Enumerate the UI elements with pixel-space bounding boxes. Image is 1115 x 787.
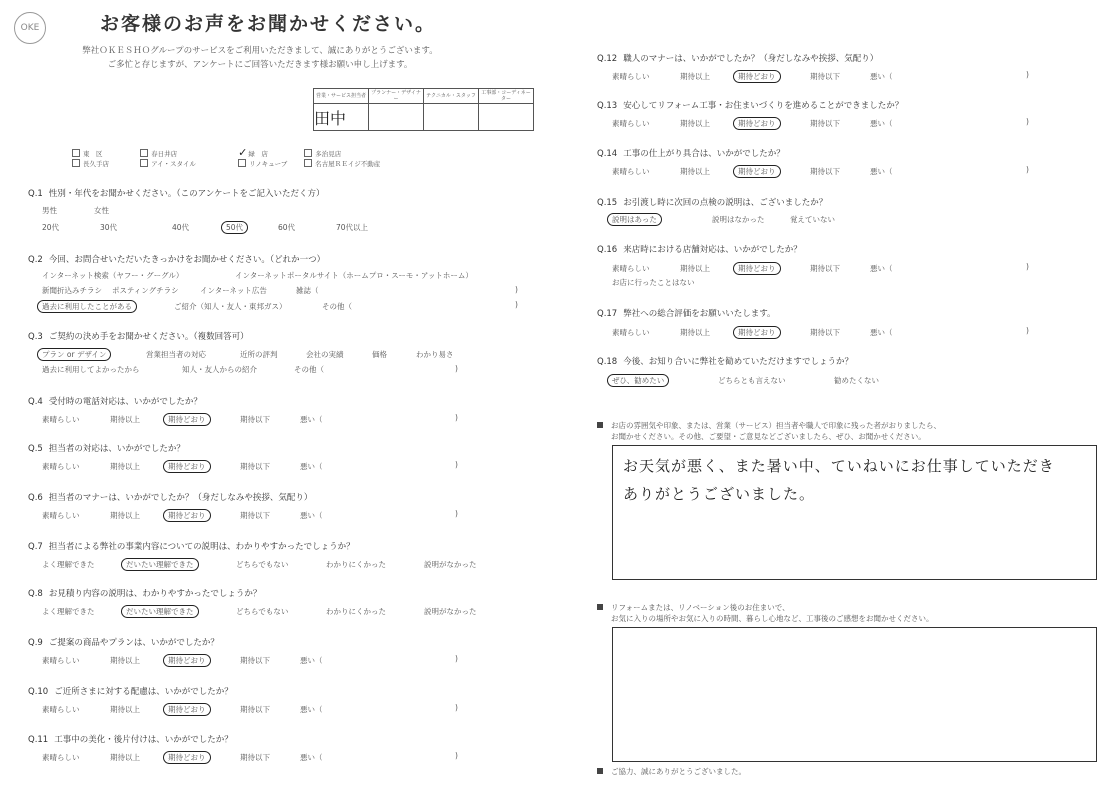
q-text: 今後、お知り合いに弊社を勧めていただけますでしょうか？ bbox=[623, 357, 853, 367]
option[interactable]: 説明はなかった bbox=[712, 215, 765, 224]
paren-close: ) bbox=[455, 460, 458, 469]
q-number: Q.11 bbox=[28, 735, 49, 745]
note-line: お聞かせください。その他、ご要望・ご意見などございましたら、ぜひ、お聞かせください。 bbox=[611, 432, 926, 441]
q-text: 職人のマナーは、いかがでしたか？（身だしなみや挨拶、気配り） bbox=[623, 54, 879, 64]
q-text: 来店時における店舗対応は、いかがでしたか？ bbox=[623, 245, 802, 255]
option[interactable]: 男性 bbox=[42, 206, 57, 215]
question-q7 bbox=[28, 540, 355, 552]
comment-note-2 bbox=[597, 602, 934, 624]
q-number: Q.13 bbox=[597, 101, 618, 111]
checkbox[interactable] bbox=[140, 159, 148, 167]
question-q5 bbox=[28, 442, 185, 454]
option[interactable]: 素晴らしい bbox=[612, 72, 650, 81]
checkbox[interactable] bbox=[304, 149, 312, 157]
thanks-text: ご協力、誠にありがとうございました。 bbox=[611, 767, 746, 776]
q-text: 担当者の対応は、いかがでしたか？ bbox=[48, 444, 185, 454]
note-line: お気に入りの場所やお気に入りの時間、暮らし心地など、工事後のご感想をお聞かせください。 bbox=[611, 614, 934, 623]
q15-options bbox=[612, 213, 835, 226]
option[interactable]: 期待以上 bbox=[110, 753, 140, 762]
option-selected[interactable]: 期待どおり bbox=[163, 703, 211, 716]
option[interactable]: よく理解できた bbox=[42, 607, 95, 616]
q16-options bbox=[612, 262, 893, 275]
option[interactable]: 素晴らしい bbox=[612, 328, 650, 337]
store-row-1 bbox=[72, 146, 341, 159]
paren-close: ) bbox=[1026, 326, 1029, 335]
q-number: Q.3 bbox=[28, 332, 43, 342]
q-number: Q.7 bbox=[28, 542, 43, 552]
question-q14 bbox=[597, 147, 785, 159]
option[interactable]: インターネット広告 bbox=[200, 286, 267, 295]
q-number: Q.5 bbox=[28, 444, 43, 454]
comment-box-1[interactable] bbox=[612, 445, 1097, 580]
store-label-checked: 緑 店 bbox=[248, 150, 268, 158]
checkbox[interactable] bbox=[304, 159, 312, 167]
q13-options bbox=[612, 117, 893, 130]
option[interactable]: 期待以下 bbox=[240, 753, 270, 762]
paren-close: ) bbox=[455, 364, 458, 373]
q9-options bbox=[42, 654, 323, 667]
question-q16 bbox=[597, 243, 802, 255]
option-selected[interactable]: 期待どおり bbox=[163, 460, 211, 473]
option[interactable]: その他（ bbox=[322, 302, 352, 311]
q6-options bbox=[42, 509, 323, 522]
option[interactable]: よく理解できた bbox=[42, 560, 95, 569]
q-text: 弊社への総合評価をお願いいたします。 bbox=[623, 309, 776, 319]
q2-options-row3 bbox=[42, 300, 352, 313]
option-selected[interactable]: 期待どおり bbox=[733, 117, 781, 130]
option[interactable]: 素晴らしい bbox=[42, 462, 80, 471]
q-number: Q.6 bbox=[28, 493, 43, 503]
staff-header-coordinator: 工事部・コーディネーター bbox=[479, 89, 534, 104]
store-label: 長久手店 bbox=[83, 160, 109, 168]
option[interactable]: 期待以下 bbox=[810, 119, 840, 128]
option[interactable]: 悪い（ bbox=[300, 511, 323, 520]
checkbox[interactable] bbox=[72, 159, 80, 167]
option-selected[interactable]: 期待どおり bbox=[733, 70, 781, 83]
q-text: 安心してリフォーム工事・お住まいづくりを進めることができましたか？ bbox=[623, 101, 904, 111]
question-q1 bbox=[28, 187, 325, 199]
question-q8 bbox=[28, 587, 261, 599]
q-number: Q.4 bbox=[28, 397, 43, 407]
option[interactable]: 悪い（ bbox=[870, 167, 893, 176]
q5-options bbox=[42, 460, 323, 473]
question-q12 bbox=[597, 52, 878, 64]
option[interactable]: どちらでもない bbox=[236, 607, 289, 616]
question-q17 bbox=[597, 307, 776, 319]
option[interactable]: 期待以上 bbox=[110, 705, 140, 714]
option[interactable]: ご紹介（知人・友人・東邦ガス） bbox=[174, 302, 287, 311]
paren-close: ) bbox=[1026, 117, 1029, 126]
staff-sales-filled[interactable]: 田中 bbox=[314, 104, 369, 131]
paren-close: ) bbox=[455, 703, 458, 712]
paren-close: ) bbox=[455, 751, 458, 760]
question-q3 bbox=[28, 330, 249, 342]
option-selected[interactable]: だいたい理解できた bbox=[121, 605, 199, 618]
paren-close: ) bbox=[455, 654, 458, 663]
q-text: 性別・年代をお聞かせください。（このアンケートをご記入いただく方） bbox=[48, 189, 325, 199]
checkbox[interactable] bbox=[238, 159, 246, 167]
q-text: 今回、お問合せいただいたきっかけをお聞かせください。（どれか一つ） bbox=[48, 255, 326, 265]
q4-options bbox=[42, 413, 323, 426]
option[interactable]: 素晴らしい bbox=[42, 511, 80, 520]
option[interactable]: 期待以上 bbox=[680, 264, 710, 273]
bullet-square-icon bbox=[597, 422, 603, 428]
option[interactable]: 期待以下 bbox=[240, 656, 270, 665]
option[interactable]: 期待以上 bbox=[680, 72, 710, 81]
paren-close: ) bbox=[515, 285, 518, 294]
option[interactable]: 新聞折込みチラシ bbox=[42, 286, 102, 295]
option[interactable]: 期待以上 bbox=[680, 328, 710, 337]
paren-close: ) bbox=[1026, 70, 1029, 79]
question-q4 bbox=[28, 395, 202, 407]
option[interactable]: 悪い（ bbox=[870, 264, 893, 273]
option[interactable]: 期待以上 bbox=[110, 656, 140, 665]
q1-options-gender bbox=[42, 205, 109, 216]
q8-options bbox=[42, 605, 477, 618]
hand-line: ありがとうございました。 bbox=[623, 485, 816, 503]
option[interactable]: 悪い（ bbox=[870, 72, 893, 81]
q14-options bbox=[612, 165, 893, 178]
option[interactable]: 期待以上 bbox=[110, 511, 140, 520]
question-q6 bbox=[28, 491, 312, 503]
paren-close: ) bbox=[515, 300, 518, 309]
option[interactable]: 素晴らしい bbox=[42, 415, 80, 424]
note-line: リフォームまたは、リノベーション後のお住まいで、 bbox=[611, 603, 790, 612]
option[interactable]: 会社の実績 bbox=[306, 350, 344, 359]
q16-options-row2 bbox=[612, 277, 695, 288]
q-text: 工事中の美化・後片付けは、いかがでしたか？ bbox=[54, 735, 233, 745]
paren-close: ) bbox=[1026, 165, 1029, 174]
option[interactable]: 素晴らしい bbox=[42, 656, 80, 665]
logo-text: OKE bbox=[20, 23, 40, 33]
store-row-2 bbox=[72, 159, 380, 168]
option[interactable]: 近所の評判 bbox=[240, 350, 278, 359]
q7-options bbox=[42, 558, 477, 571]
option[interactable]: 期待以下 bbox=[240, 705, 270, 714]
handwritten-comment bbox=[613, 446, 1096, 508]
staff-coordinator-empty[interactable] bbox=[479, 104, 534, 131]
option-selected[interactable]: 過去に利用したことがある bbox=[37, 300, 137, 313]
option[interactable]: 雑誌（ bbox=[296, 286, 319, 295]
option[interactable]: 過去に利用してよかったから bbox=[42, 365, 140, 374]
option[interactable]: 勧めたくない bbox=[834, 376, 879, 385]
option[interactable]: 30代 bbox=[100, 223, 118, 232]
option[interactable]: わかりにくかった bbox=[326, 607, 386, 616]
question-q15 bbox=[597, 196, 827, 208]
bullet-square-icon bbox=[597, 768, 603, 774]
question-q9 bbox=[28, 636, 219, 648]
store-label: 東 区 bbox=[83, 150, 103, 158]
option[interactable]: 説明がなかった bbox=[424, 607, 477, 616]
store-label: 名古屋ＲＥイジ不動産 bbox=[315, 160, 381, 168]
staff-header-planner: プランナー・デザイナー bbox=[369, 89, 424, 104]
q12-options bbox=[612, 70, 893, 83]
q1-options-age bbox=[42, 221, 368, 234]
option[interactable]: 悪い（ bbox=[300, 705, 323, 714]
q-text: 担当者による弊社の事業内容についての説明は、わかりやすかったでしょうか？ bbox=[48, 542, 355, 552]
option[interactable]: 70代以上 bbox=[336, 223, 369, 232]
q-text: 担当者のマナーは、いかがでしたか？（身だしなみや挨拶、気配り） bbox=[48, 493, 313, 503]
option[interactable]: 期待以下 bbox=[810, 167, 840, 176]
option[interactable]: 価格 bbox=[372, 350, 387, 359]
option[interactable]: 期待以上 bbox=[680, 167, 710, 176]
option[interactable]: 期待以下 bbox=[810, 264, 840, 273]
option[interactable]: 悪い（ bbox=[870, 328, 893, 337]
option[interactable]: インターネットポータルサイト（ホームプロ・スーモ・アットホーム） bbox=[235, 271, 473, 280]
option-selected[interactable]: ぜひ、勧めたい bbox=[607, 374, 669, 387]
q-number: Q.12 bbox=[597, 54, 618, 64]
store-label: アイ・スタイル bbox=[151, 160, 196, 168]
paren-close: ) bbox=[455, 509, 458, 518]
intro-text bbox=[40, 44, 480, 72]
checkmark-icon: ✓ bbox=[238, 146, 248, 159]
option[interactable]: 期待以下 bbox=[240, 462, 270, 471]
hand-line: お天気が悪く、また暑い中、ていねいにお仕事していただき bbox=[623, 457, 1055, 475]
option[interactable]: 素晴らしい bbox=[42, 753, 80, 762]
q3-options-row1 bbox=[42, 348, 454, 361]
q3-options-row2 bbox=[42, 364, 324, 375]
q2-options-row1 bbox=[42, 270, 473, 281]
q2-options-row2 bbox=[42, 285, 319, 296]
intro-line-1: 弊社ＯＫＥＳＨＯグループのサービスをご利用いただきまして、誠にありがとうございます。 bbox=[82, 46, 438, 56]
option[interactable]: 期待以下 bbox=[810, 72, 840, 81]
option[interactable]: 素晴らしい bbox=[612, 167, 650, 176]
option[interactable]: どちらとも言えない bbox=[718, 376, 786, 385]
q-number: Q.1 bbox=[28, 189, 43, 199]
q-number: Q.8 bbox=[28, 589, 43, 599]
option[interactable]: 60代 bbox=[278, 223, 296, 232]
page-title: お客様のお声をお聞かせください。 bbox=[100, 13, 437, 35]
q-text: 受付時の電話対応は、いかがでしたか？ bbox=[48, 397, 202, 407]
option[interactable]: 悪い（ bbox=[300, 415, 323, 424]
question-q10 bbox=[28, 685, 233, 697]
option[interactable]: ポスティングチラシ bbox=[112, 286, 179, 295]
option[interactable]: わかり易さ bbox=[416, 350, 454, 359]
option[interactable]: 素晴らしい bbox=[612, 119, 650, 128]
store-label: 多治見店 bbox=[315, 150, 342, 158]
checkbox[interactable] bbox=[140, 149, 148, 157]
q-text: 工事の仕上がり具合は、いかがでしたか？ bbox=[623, 149, 785, 159]
option[interactable]: 期待以下 bbox=[240, 415, 270, 424]
option[interactable]: 悪い（ bbox=[300, 656, 323, 665]
question-q11 bbox=[28, 733, 233, 745]
option[interactable]: 営業担当者の対応 bbox=[146, 350, 206, 359]
question-q2 bbox=[28, 253, 325, 265]
question-q18 bbox=[597, 355, 853, 367]
q-text: ご近所さまに対する配慮は、いかがでしたか？ bbox=[54, 687, 233, 697]
option-selected[interactable]: 説明はあった bbox=[607, 213, 662, 226]
option[interactable]: 知人・友人からの紹介 bbox=[182, 365, 257, 374]
option[interactable]: 悪い（ bbox=[300, 462, 323, 471]
paren-close: ) bbox=[455, 413, 458, 422]
option-selected[interactable]: 期待どおり bbox=[733, 326, 781, 339]
thanks-note bbox=[597, 766, 746, 777]
option-selected[interactable]: プラン or デザイン bbox=[37, 348, 111, 361]
option[interactable]: 期待以下 bbox=[810, 328, 840, 337]
q10-options bbox=[42, 703, 323, 716]
store-label: 春日井店 bbox=[151, 150, 178, 158]
option[interactable]: 素晴らしい bbox=[42, 705, 80, 714]
option[interactable]: 覚えていない bbox=[790, 215, 835, 224]
q-number: Q.14 bbox=[597, 149, 618, 159]
q-text: お引渡し時に次回の点検の説明は、ございましたか？ bbox=[623, 198, 828, 208]
intro-line-2: ご多忙と存じますが、アンケートにご回答いただきます様お願い申し上げます。 bbox=[107, 60, 413, 70]
question-q13 bbox=[597, 99, 903, 111]
q-number: Q.2 bbox=[28, 255, 43, 265]
staff-header-sales: 営業・サービス担当者 bbox=[314, 89, 369, 104]
checkbox[interactable] bbox=[72, 149, 80, 157]
option-selected[interactable]: 50代 bbox=[221, 221, 248, 234]
option-selected[interactable]: だいたい理解できた bbox=[121, 558, 199, 571]
q-number: Q.17 bbox=[597, 309, 618, 319]
q-number: Q.15 bbox=[597, 198, 618, 208]
option[interactable]: インターネット検索（ヤフー・グーグル） bbox=[42, 271, 184, 280]
q18-options bbox=[612, 374, 879, 387]
q17-options bbox=[612, 326, 893, 339]
option-selected[interactable]: 期待どおり bbox=[733, 165, 781, 178]
staff-technical-empty[interactable] bbox=[424, 104, 479, 131]
option[interactable]: お店に行ったことはない bbox=[612, 278, 695, 287]
option[interactable]: 悪い（ bbox=[870, 119, 893, 128]
option-selected[interactable]: 期待どおり bbox=[163, 751, 211, 764]
option[interactable]: その他（ bbox=[294, 365, 324, 374]
option[interactable]: 期待以上 bbox=[110, 462, 140, 471]
option[interactable]: わかりにくかった bbox=[326, 560, 386, 569]
staff-header-technical: テクニカル・スタッフ bbox=[424, 89, 479, 104]
store-label: リノキューブ bbox=[249, 160, 288, 168]
option[interactable]: 説明がなかった bbox=[424, 560, 477, 569]
option[interactable]: 悪い（ bbox=[300, 753, 323, 762]
company-logo bbox=[14, 12, 46, 44]
q-number: Q.9 bbox=[28, 638, 43, 648]
note-line: お店の雰囲気や印象、または、営業（サービス）担当者や職人で印象に残った者がおりましたら、 bbox=[611, 421, 941, 430]
option-selected[interactable]: 期待どおり bbox=[733, 262, 781, 275]
comment-note-1 bbox=[597, 420, 941, 442]
q-text: ご提案の商品やプランは、いかがでしたか？ bbox=[48, 638, 219, 648]
option[interactable]: 期待以上 bbox=[110, 415, 140, 424]
bullet-square-icon bbox=[597, 604, 603, 610]
option[interactable]: 女性 bbox=[94, 206, 109, 215]
paren-close: ) bbox=[1026, 262, 1029, 271]
option-selected[interactable]: 期待どおり bbox=[163, 413, 211, 426]
option-selected[interactable]: 期待どおり bbox=[163, 509, 211, 522]
staff-table bbox=[313, 88, 534, 131]
q-text: ご契約の決め手をお聞かせください。（複数回答可） bbox=[48, 332, 249, 342]
option[interactable]: 素晴らしい bbox=[612, 264, 650, 273]
q-number: Q.10 bbox=[28, 687, 49, 697]
q-number: Q.16 bbox=[597, 245, 618, 255]
comment-box-2[interactable] bbox=[612, 627, 1097, 762]
option[interactable]: 期待以上 bbox=[680, 119, 710, 128]
q-number: Q.18 bbox=[597, 357, 618, 367]
option-selected[interactable]: 期待どおり bbox=[163, 654, 211, 667]
option[interactable]: 20代 bbox=[42, 223, 60, 232]
q11-options bbox=[42, 751, 323, 764]
staff-planner-empty[interactable] bbox=[369, 104, 424, 131]
option[interactable]: 40代 bbox=[172, 223, 190, 232]
option[interactable]: 期待以下 bbox=[240, 511, 270, 520]
option[interactable]: どちらでもない bbox=[236, 560, 289, 569]
q-text: お見積り内容の説明は、わかりやすかったでしょうか？ bbox=[48, 589, 262, 599]
